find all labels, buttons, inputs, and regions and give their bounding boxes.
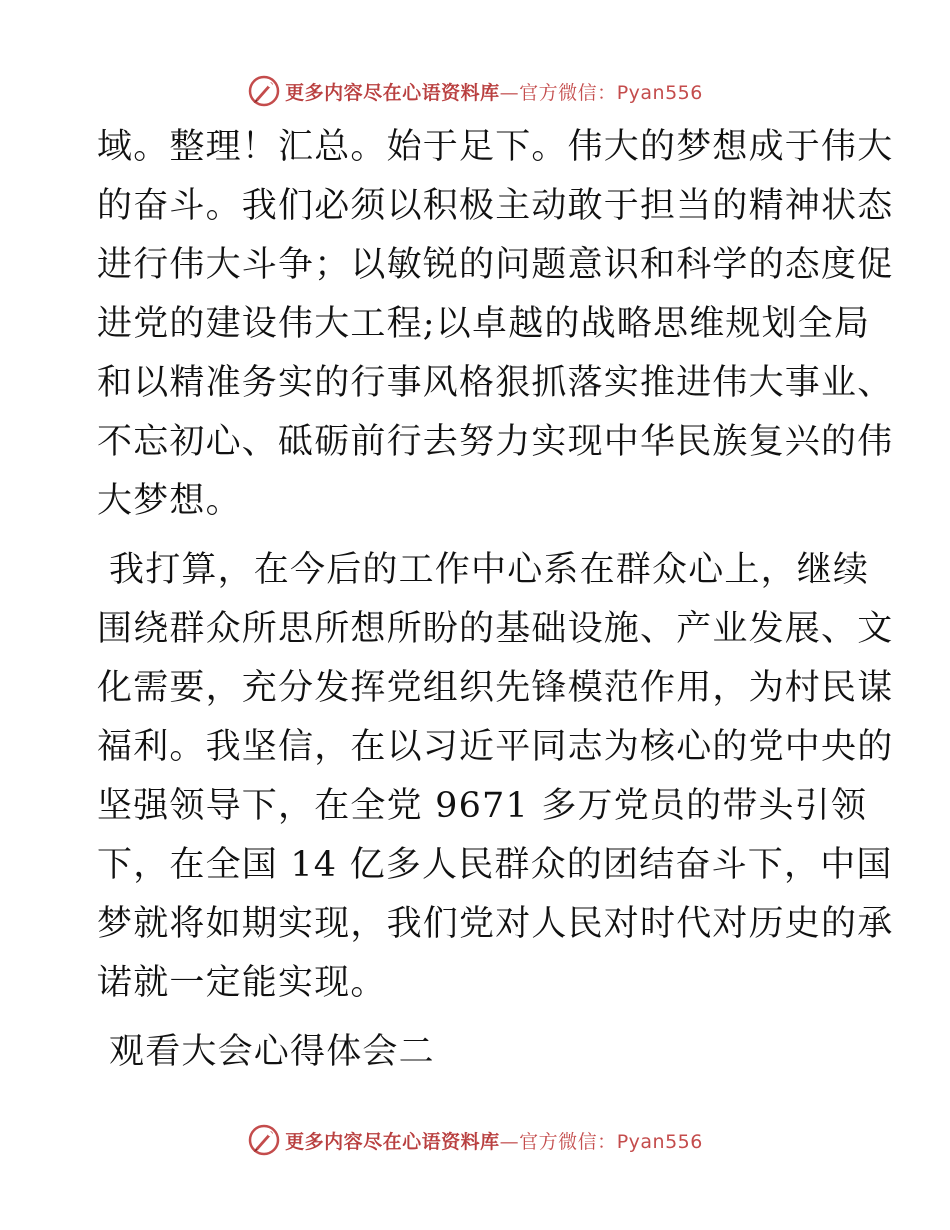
banner-account: Pyan556 (616, 1130, 703, 1153)
paragraph-gap (97, 531, 857, 541)
text-line: 大梦想。 (97, 481, 242, 521)
quill-pen-icon (247, 1123, 281, 1157)
paragraph-2 (97, 541, 894, 1013)
banner-label: 官方微信： (519, 81, 617, 104)
paragraph-gap (97, 1013, 857, 1023)
text-line: 围绕群众所思所想所盼的基础设施、产业发展、文 (97, 609, 894, 649)
text-line: 域。整理！汇总。始于足下。伟大的梦想成于伟大 (97, 127, 894, 167)
text-line: 我打算，在今后的工作中心系在群众心上，继续 (109, 550, 870, 590)
text-line: 进党的建设伟大工程;以卓越的战略思维规划全局 (97, 304, 871, 344)
text-line: 和以精准务实的行事风格狠抓落实推进伟大事业、 (97, 363, 894, 403)
header-banner (0, 71, 950, 111)
text-line: 福利。我坚信，在以习近平同志为核心的党中央的 (97, 727, 894, 767)
text-line: 诺就一定能实现。 (97, 963, 387, 1003)
text-line: 坚强领导下，在全党 9671 多万党员的带头引领 (97, 786, 868, 826)
text-line: 进行伟大斗争；以敏锐的问题意识和科学的态度促 (97, 245, 894, 285)
banner-dash: — (499, 81, 520, 104)
document-body (97, 118, 894, 1082)
text-line: 不忘初心、砥砺前行去努力实现中华民族复兴的伟 (97, 422, 894, 462)
banner-text (285, 78, 703, 105)
banner-account: Pyan556 (616, 81, 703, 104)
text-line: 下，在全国 14 亿多人民群众的团结奋斗下，中国 (97, 845, 893, 885)
text-line: 梦就将如期实现，我们党对人民对时代对历史的承 (97, 904, 894, 944)
footer-banner (0, 1120, 950, 1160)
quill-pen-icon (247, 74, 281, 108)
banner-title: 更多内容尽在心语资料库 (285, 1130, 500, 1153)
paragraph-3 (97, 1023, 857, 1082)
banner-dash: — (499, 1130, 520, 1153)
banner-title: 更多内容尽在心语资料库 (285, 81, 500, 104)
banner-label: 官方微信： (519, 1130, 617, 1153)
section-heading: 观看大会心得体会二 (109, 1032, 435, 1072)
paragraph-1 (97, 118, 894, 531)
banner-text (285, 1127, 703, 1154)
text-line: 化需要，充分发挥党组织先锋模范作用，为村民谋 (97, 668, 894, 708)
text-line: 的奋斗。我们必须以积极主动敢于担当的精神状态 (97, 186, 894, 226)
